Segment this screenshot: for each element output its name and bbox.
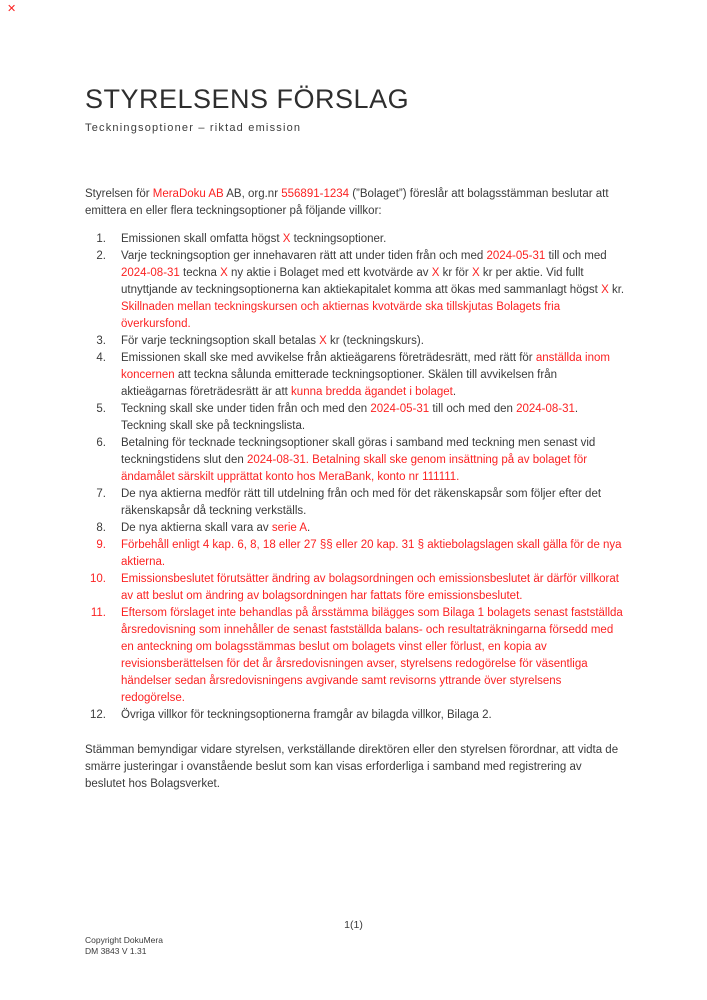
list-item-3 [85, 333, 625, 350]
list-item-text: Emissionen skall omfatta högst X teckningsoptioner. [121, 233, 387, 245]
list-item-text: De nya aktierna medför rätt till utdelning från och med för det räkenskapsår som följer efter det räkenskapsår då teckning verkställs. [121, 488, 602, 517]
list-item-text: För varje teckningsoption skall betalas X kr (teckningskurs). [121, 335, 424, 347]
list-item-7 [85, 486, 625, 520]
list-item-number: 2. [96, 250, 106, 262]
list-item-text: Varje teckningsoption ger innehavaren rätt att under tiden från och med 2024-05-31 till och med 2024-08-31 teckna X ny aktie i Bolaget med ett kvotvärde av X kr för X kr per aktie. Vid fullt utnyttjande av teckningsoptionerna kan aktiekapitalet komma att ökas med sammanlagt högst X kr. Skillnaden mellan teckningskursen och aktiernas kvotvärde ska tillskjutas Bolagets fria överkursfond. [121, 250, 625, 330]
list-item-text: Eftersom förslaget inte behandlas på årsstämma bilägges som Bilaga 1 bolagets senast fastställda årsredovisning som innehåller de senast fastställda balans- och resultaträkningarna försedd med en anteckning om bolagsstämmas beslut om bolagets vinst eller förlust, en kopia av revisionsberättelsen för det år årsredovisningen avser, styrelsens redogörelse för väsentliga händelser sedan årsredovisningens avgivande samt revisorns yttrande över styrelsens redogörelse. [121, 607, 623, 704]
red-x-icon: ✕ [7, 3, 17, 15]
list-item-8 [85, 520, 625, 537]
document-content [85, 0, 625, 793]
closing-paragraph: Stämman bemyndigar vidare styrelsen, verkställande direktören eller den styrelsen förordnar, att vidta de smärre justeringar i ovanstående beslut som kan visas erforderliga i samband med registrering av beslutet hos Bolagsverket. [85, 744, 619, 790]
list-item-number: 10. [90, 573, 106, 585]
document-title: STYRELSENS FÖRSLAG [85, 84, 410, 114]
page-number: 1(1) [344, 919, 363, 931]
list-item-number: 4. [96, 352, 106, 364]
list-item-number: 1. [96, 233, 106, 245]
list-item-6 [85, 435, 625, 486]
footer-copyright [85, 935, 163, 957]
list-item-text: Teckning skall ske under tiden från och med den 2024-05-31 till och med den 2024-08-31. Teckning skall ske på teckningslista. [121, 403, 579, 432]
intro-paragraph: Styrelsen för MeraDoku AB AB, org.nr 556891-1234 (”Bolaget”) föreslår att bolagsstämman beslutar att emittera en eller flera teckningsoptioner på följande villkor: [85, 188, 609, 217]
list-item-10 [85, 571, 625, 605]
list-item-text: Betalning för tecknade teckningsoptioner skall göras i samband med teckning men senast vid teckningstidens slut den 2024-08-31. Betalning skall ske genom insättning på av bolaget för ändamålet särskilt upprättat konto hos MeraBank, konto nr 111111. [121, 437, 596, 483]
list-item-number: 11. [90, 607, 106, 619]
copyright-line: Copyright DokuMera [85, 935, 163, 945]
list-item-number: 6. [96, 437, 106, 449]
list-item-9 [85, 537, 625, 571]
list-item-4 [85, 350, 625, 401]
list-item-number: 5. [96, 403, 106, 415]
list-item-5 [85, 401, 625, 435]
list-item-number: 8. [96, 522, 106, 534]
list-item-number: 9. [96, 539, 106, 551]
document-subtitle: Teckningsoptioner – riktad emission [85, 122, 302, 134]
list-item-text: Emissionsbeslutet förutsätter ändring av bolagsordningen och emissionsbeslutet är därför villkorat av att beslut om ändring av bolagsordningen har fattats före emissionsbeslutet. [121, 573, 619, 602]
document-version-line: DM 3843 V 1.31 [85, 946, 147, 956]
list-item-text: Förbehåll enligt 4 kap. 6, 8, 18 eller 27 §§ eller 20 kap. 31 § aktiebolagslagen skall gälla för de nya aktierna. [121, 539, 622, 568]
list-item-text: De nya aktierna skall vara av serie A. [121, 522, 311, 534]
list-item-number: 7. [96, 488, 106, 500]
list-item-12 [85, 707, 625, 724]
list-item-number: 12. [90, 709, 106, 721]
list-item-number: 3. [96, 335, 106, 347]
list-item-text: Övriga villkor för teckningsoptionerna framgår av bilagda villkor, Bilaga 2. [121, 709, 492, 721]
list-item-11 [85, 605, 625, 707]
list-item-1 [85, 231, 625, 248]
list-item-text: Emissionen skall ske med avvikelse från aktieägarens företrädesrätt, med rätt för anställda inom koncernen att teckna sålunda emitterade teckningsoptioner. Skälen till avvikelsen från aktieägarnas företrädesrätt är att kunna bredda ägandet i bolaget. [121, 352, 610, 398]
terms-list [85, 231, 625, 724]
list-item-2 [85, 248, 625, 333]
